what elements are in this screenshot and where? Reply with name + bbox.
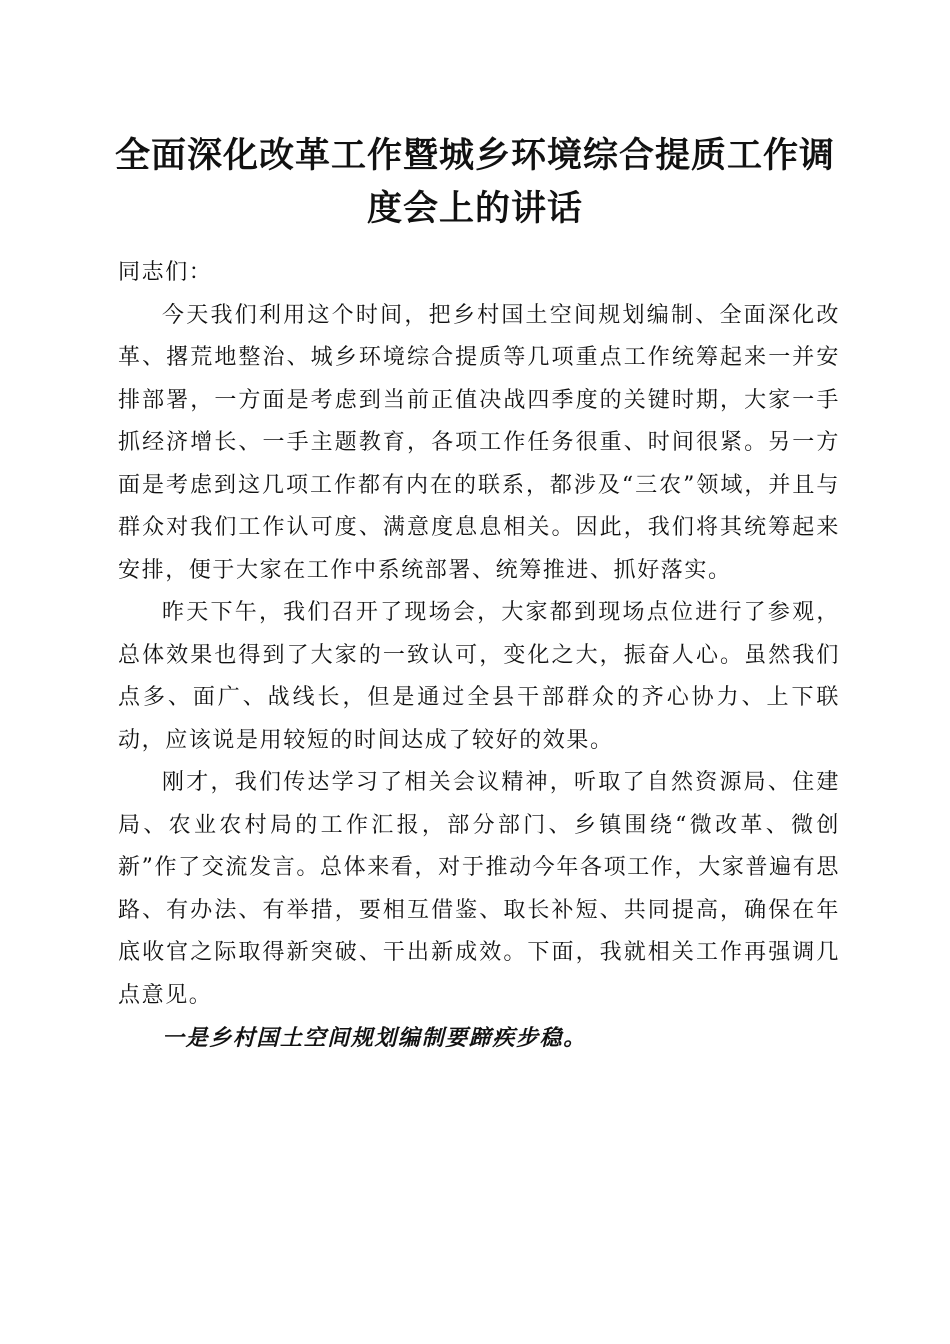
section-heading: 一是乡村国土空间规划编制要蹄疾步稳。 [162,1025,587,1051]
paragraph-reports: 刚才，我们传达学习了相关会议精神，听取了自然资源局、住建局、农业农村局的工作汇报，部分部门、乡镇围绕“微改革、微创新”作了交流发言。总体来看，对于推动今年各项工作，大家普遍有思路、有办法、有举措，要相互借鉴、取长补短、共同提高，确保在年底收官之际取得新突破、干出新成效。下面，我就相关工作再强调几点意见。 [118,770,840,1008]
document-title: 全面深化改革工作暨城乡环境综合提质工作调度会上的讲话 [114,136,835,229]
greeting: 同志们： [118,260,213,285]
paragraph-intro: 今天我们利用这个时间，把乡村国土空间规划编制、全面深化改革、撂荒地整治、城乡环境综合提质等几项重点工作统筹起来一并安排部署，一方面是考虑到当前正值决战四季度的关键时期，大家一手抓经济增长、一手主题教育，各项工作任务很重、时间很紧。另一方面是考虑到这几项工作都有内在的联系，都涉及“三农”领域，并且与群众对我们工作认可度、满意度息息相关。因此，我们将其统筹起来安排，便于大家在工作中系统部署、统筹推进、抓好落实。 [118,302,840,583]
document-body [118,252,840,1060]
paragraph-site-meeting: 昨天下午，我们召开了现场会，大家都到现场点位进行了参观，总体效果也得到了大家的一致认可，变化之大，振奋人心。虽然我们点多、面广、战线长，但是通过全县干部群众的齐心协力、上下联动，应该说是用较短的时间达成了较好的效果。 [118,600,840,753]
